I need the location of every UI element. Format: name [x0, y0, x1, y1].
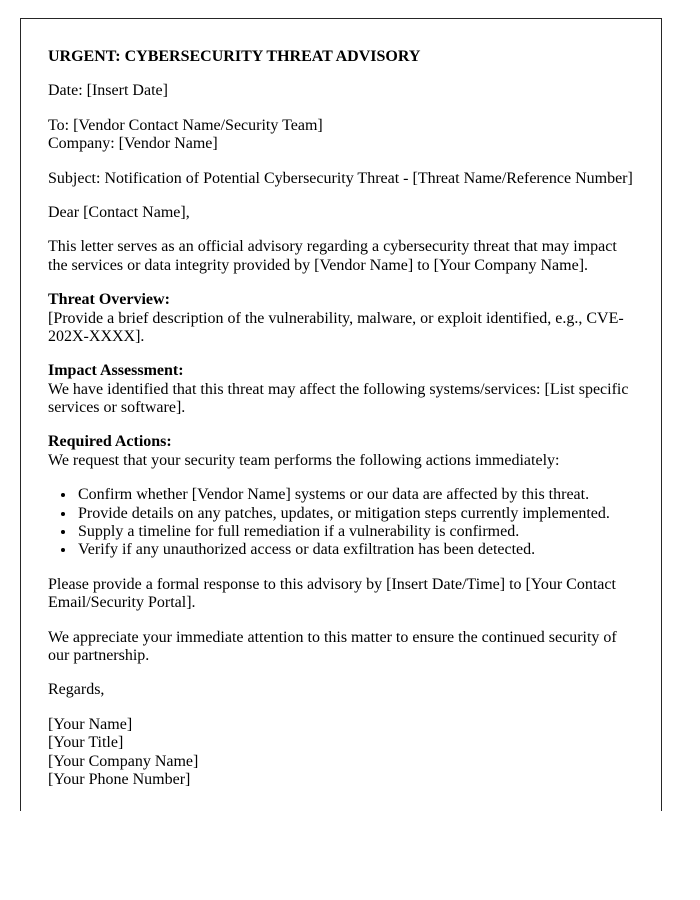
impact-assessment-heading: Impact Assessment: — [48, 362, 184, 380]
threat-overview-heading: Threat Overview: — [48, 291, 170, 309]
signature-title: [Your Title] — [48, 734, 124, 752]
response-request-paragraph: Please provide a formal response to this advisory by [Insert Date/Time] to [Your Contact Email/Security Portal]. — [48, 575, 616, 612]
date-line: Date: [Insert Date] — [48, 82, 168, 100]
closing: Regards, — [48, 681, 105, 699]
required-actions-list — [48, 486, 633, 560]
impact-assessment-paragraph — [48, 362, 633, 417]
list-item: • Supply a timeline for full remediation if a vulnerability is confirmed. — [76, 523, 633, 541]
list-item: • Confirm whether [Vendor Name] systems or our data are affected by this threat. — [76, 486, 633, 504]
list-item: • Verify if any unauthorized access or data exfiltration has been detected. — [76, 541, 633, 559]
letter-title: URGENT: CYBERSECURITY THREAT ADVISORY — [48, 48, 421, 65]
signature-phone: [Your Phone Number] — [48, 770, 191, 788]
salutation: Dear [Contact Name], — [48, 203, 190, 221]
signature-block — [48, 716, 633, 790]
threat-overview-body: [Provide a brief description of the vulnerability, malware, or exploit identified, e.g., CVE-202X-XXXX]. — [48, 309, 624, 345]
to-line: To: [Vendor Contact Name/Security Team] — [48, 116, 323, 134]
required-actions-paragraph — [48, 433, 633, 470]
signature-name: [Your Name] — [48, 715, 133, 733]
required-actions-heading: Required Actions: — [48, 433, 172, 451]
list-item: • Provide details on any patches, updates, or mitigation steps currently implemented. — [76, 505, 633, 523]
impact-assessment-body: We have identified that this threat may affect the following systems/services: [List specific services or software]. — [48, 380, 629, 417]
required-actions-body: We request that your security team performs the following actions immediately: — [48, 451, 560, 469]
signature-company: [Your Company Name] — [48, 752, 199, 770]
threat-overview-paragraph — [48, 291, 633, 346]
appreciation-paragraph: We appreciate your immediate attention to this matter to ensure the continued security of our partnership. — [48, 628, 617, 664]
subject-line: Subject: Notification of Potential Cybersecurity Threat - [Threat Name/Reference Number] — [48, 169, 633, 187]
intro-paragraph: This letter serves as an official advisory regarding a cybersecurity threat that may impact the services or data integrity provided by [Vendor Name] to [Your Company Name]. — [48, 238, 617, 274]
recipient-block — [48, 117, 633, 154]
company-line: Company: [Vendor Name] — [48, 135, 218, 153]
letter-container — [20, 18, 662, 811]
